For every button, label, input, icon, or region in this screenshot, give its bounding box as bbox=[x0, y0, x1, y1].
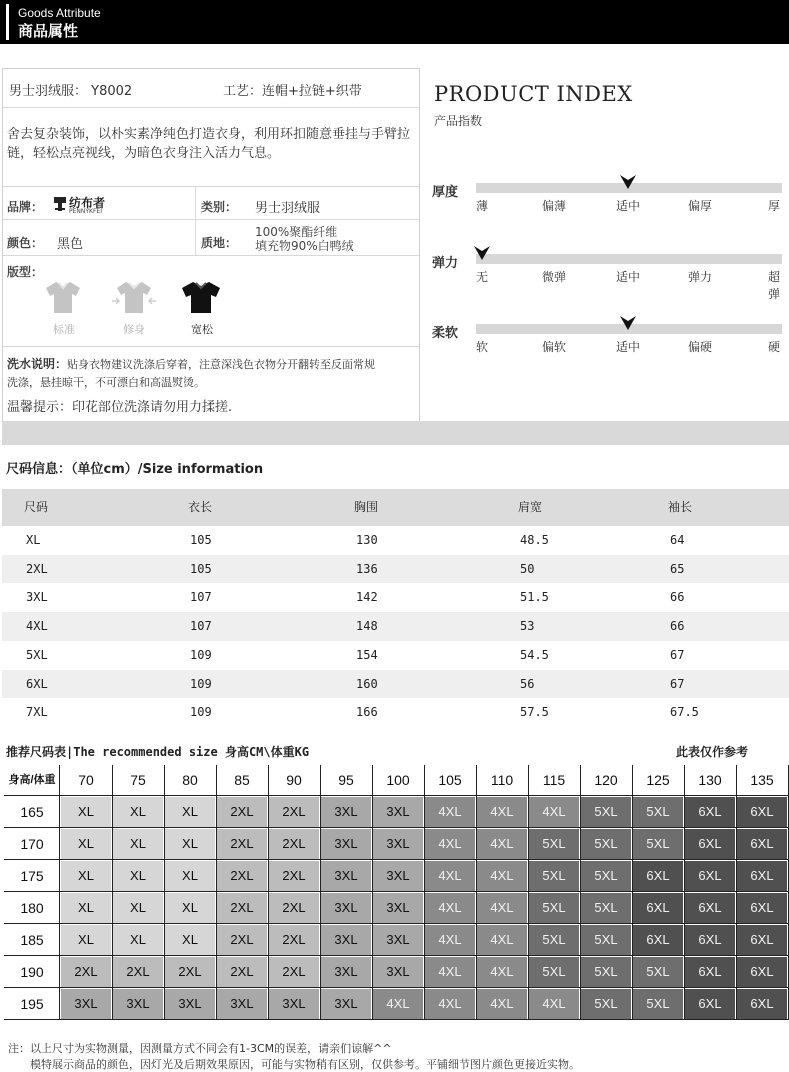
size-grid-cell: 3XL bbox=[60, 988, 112, 1020]
index-marker-icon bbox=[474, 246, 490, 260]
height-header-cell: 165 bbox=[4, 796, 60, 828]
weight-header-cell: 95 bbox=[320, 765, 372, 796]
size-grid-cell: 6XL bbox=[736, 892, 788, 924]
weight-header-cell: 125 bbox=[632, 765, 684, 796]
index-scale-label: 适中 bbox=[616, 340, 641, 354]
size-grid-cell: 3XL bbox=[320, 828, 372, 860]
category-value: 男士羽绒服 bbox=[255, 201, 321, 216]
size-grid-cell: 3XL bbox=[320, 796, 372, 828]
category-label: 类别： bbox=[201, 200, 238, 214]
header-title-cn: 商品属性 bbox=[18, 22, 79, 40]
size-grid-cell: 5XL bbox=[580, 796, 632, 828]
size-grid-cell: 6XL bbox=[684, 796, 736, 828]
product-model: 男士羽绒服： Y8002 bbox=[9, 84, 133, 99]
table-row bbox=[2, 641, 789, 670]
size-grid-cell: 6XL bbox=[684, 892, 736, 924]
size-cell: 2XL bbox=[26, 561, 48, 576]
size-cell: 130 bbox=[356, 533, 378, 547]
table-row bbox=[2, 670, 789, 699]
size-grid-cell: 3XL bbox=[372, 956, 424, 988]
size-grid-cell: 2XL bbox=[216, 860, 268, 892]
size-grid-cell: 6XL bbox=[632, 892, 684, 924]
size-grid-cell: 6XL bbox=[684, 924, 736, 956]
size-grid-cell: 5XL bbox=[528, 892, 580, 924]
size-grid-cell: 2XL bbox=[268, 860, 320, 892]
material-line-1: 100%聚酯纤维 bbox=[255, 225, 338, 239]
size-cell: 54.5 bbox=[520, 647, 549, 662]
size-grid-cell: 4XL bbox=[372, 988, 424, 1020]
brand-mark-icon bbox=[53, 196, 67, 212]
footer-note-1: 注：以上尺寸为实物测量，因测量方式不同会有1-3CM的误差，请亲们谅解^^ bbox=[8, 1042, 392, 1055]
size-grid-cell: 2XL bbox=[216, 924, 268, 956]
wash-label: 洗水说明： bbox=[7, 357, 68, 371]
size-cell: 53 bbox=[520, 619, 535, 634]
size-cell: 3XL bbox=[26, 590, 48, 605]
size-grid-cell: 4XL bbox=[476, 892, 528, 924]
size-grid-cell: 4XL bbox=[528, 988, 580, 1020]
weight-header-cell: 85 bbox=[216, 765, 268, 796]
product-index-panel bbox=[420, 68, 788, 421]
size-grid-cell: 2XL bbox=[216, 892, 268, 924]
size-grid-cell: 4XL bbox=[424, 828, 476, 860]
product-craft: 工艺：连帽+拉链+织带 bbox=[223, 84, 362, 99]
size-grid-cell: XL bbox=[60, 924, 112, 956]
size-cell: 6XL bbox=[26, 676, 48, 691]
size-grid-cell: 2XL bbox=[268, 892, 320, 924]
size-header-cell: 袖长 bbox=[668, 500, 693, 514]
header-stripe bbox=[6, 4, 9, 40]
size-grid-cell: 4XL bbox=[424, 956, 476, 988]
size-cell: 57.5 bbox=[520, 705, 549, 720]
size-grid-cell: 6XL bbox=[684, 956, 736, 988]
size-grid-cell: 5XL bbox=[580, 956, 632, 988]
table-row bbox=[2, 555, 789, 584]
weight-header-cell: 70 bbox=[60, 765, 112, 796]
index-scale-label: 弹力 bbox=[688, 270, 713, 284]
fit-label: 版型： bbox=[7, 265, 44, 279]
size-info-title: 尺码信息：（单位cm）/Size information bbox=[6, 462, 264, 477]
size-grid-cell: 5XL bbox=[632, 956, 684, 988]
size-grid-cell: 6XL bbox=[736, 924, 788, 956]
weight-header-cell: 120 bbox=[580, 765, 632, 796]
size-grid-cell: 5XL bbox=[528, 860, 580, 892]
height-header-cell: 170 bbox=[4, 828, 60, 860]
material-label: 质地： bbox=[201, 236, 238, 250]
size-grid-cell: 2XL bbox=[60, 956, 112, 988]
index-scale-label: 硬 bbox=[768, 340, 781, 354]
weight-header-cell: 130 bbox=[684, 765, 736, 796]
size-grid-cell: 4XL bbox=[528, 796, 580, 828]
size-cell: 166 bbox=[356, 705, 378, 720]
table-row bbox=[2, 612, 789, 641]
size-grid-cell: XL bbox=[164, 892, 216, 924]
size-cell: 66 bbox=[670, 619, 685, 634]
size-grid-cell: 2XL bbox=[112, 956, 164, 988]
size-grid-cell: 3XL bbox=[320, 892, 372, 924]
size-grid-cell: 3XL bbox=[372, 892, 424, 924]
size-grid-cell: XL bbox=[164, 924, 216, 956]
size-cell: 65 bbox=[670, 561, 685, 576]
size-grid-cell: 6XL bbox=[684, 828, 736, 860]
index-scale-label: 偏软 bbox=[542, 340, 567, 354]
size-header-cell: 肩宽 bbox=[518, 500, 543, 514]
size-cell: 107 bbox=[190, 590, 212, 605]
color-label: 颜色： bbox=[7, 236, 44, 250]
size-grid-cell: 4XL bbox=[424, 924, 476, 956]
size-cell: 154 bbox=[356, 647, 378, 662]
index-scale-label: 无 bbox=[476, 270, 489, 284]
size-grid-cell: 6XL bbox=[736, 796, 788, 828]
section-divider bbox=[2, 421, 789, 445]
size-cell: 142 bbox=[356, 590, 378, 605]
size-cell: 160 bbox=[356, 676, 378, 691]
fit-label-slim: 修身 bbox=[123, 323, 145, 336]
recommend-title: 推荐尺码表|The recommended size 身高CM\体重KG bbox=[6, 745, 310, 759]
table-row bbox=[2, 698, 789, 727]
index-scale-label: 微弹 bbox=[542, 270, 567, 284]
size-table-header bbox=[2, 489, 789, 526]
size-cell: 105 bbox=[190, 561, 212, 576]
size-grid-cell: 3XL bbox=[372, 924, 424, 956]
size-grid-cell: 6XL bbox=[736, 988, 788, 1020]
size-grid-cell: 5XL bbox=[632, 796, 684, 828]
size-grid-cell: XL bbox=[112, 796, 164, 828]
weight-header-cell: 90 bbox=[268, 765, 320, 796]
size-grid-cell: 6XL bbox=[684, 860, 736, 892]
size-cell: 50 bbox=[520, 561, 535, 576]
size-grid-cell: 4XL bbox=[424, 860, 476, 892]
brand-subtitle: PENNYKFEI bbox=[69, 208, 102, 215]
product-index-subtitle: 产品指数 bbox=[434, 114, 483, 128]
size-cell: 148 bbox=[356, 619, 378, 634]
page-header bbox=[0, 0, 789, 44]
height-header-cell: 180 bbox=[4, 892, 60, 924]
size-cell: 105 bbox=[190, 533, 212, 547]
color-value: 黑色 bbox=[57, 237, 84, 252]
size-grid-cell: 3XL bbox=[164, 988, 216, 1020]
size-grid-cell: 3XL bbox=[320, 988, 372, 1020]
size-grid-cell: 6XL bbox=[632, 860, 684, 892]
product-description: 舍去复杂装饰，以朴实素净纯色打造衣身，利用环扣随意垂挂与手臂拉链，轻松点亮视线，为暗色衣身注入活力气息。 bbox=[7, 127, 411, 161]
size-cell: 109 bbox=[190, 676, 212, 691]
size-cell: 64 bbox=[670, 533, 685, 547]
size-grid-cell: 5XL bbox=[528, 828, 580, 860]
size-grid-cell: 5XL bbox=[528, 924, 580, 956]
weight-header-cell: 100 bbox=[372, 765, 424, 796]
size-cell: 67 bbox=[670, 647, 685, 662]
wash-text-2: 洗涤，悬挂晾干，不可漂白和高温熨烫。 bbox=[7, 376, 205, 389]
size-cell: 67.5 bbox=[670, 705, 699, 720]
recommend-note: 此表仅作参考 bbox=[676, 745, 749, 759]
size-grid-cell: 6XL bbox=[736, 828, 788, 860]
size-grid-cell: 5XL bbox=[632, 828, 684, 860]
size-grid-cell: 3XL bbox=[112, 988, 164, 1020]
shirt-slim-icon bbox=[111, 279, 157, 315]
size-grid-cell: 5XL bbox=[580, 924, 632, 956]
size-grid-cell: XL bbox=[60, 860, 112, 892]
brand-label: 品牌： bbox=[7, 200, 44, 214]
index-name: 柔软 bbox=[432, 326, 459, 341]
index-marker-icon bbox=[620, 316, 636, 330]
size-grid-cell: 2XL bbox=[216, 796, 268, 828]
weight-header-cell: 75 bbox=[112, 765, 164, 796]
size-cell: 51.5 bbox=[520, 590, 549, 605]
size-grid-cell: 2XL bbox=[216, 828, 268, 860]
size-grid-cell: XL bbox=[164, 828, 216, 860]
size-cell: 66 bbox=[670, 590, 685, 605]
size-grid-cell: 4XL bbox=[424, 892, 476, 924]
index-scale-label: 软 bbox=[476, 340, 489, 354]
height-header-cell: 175 bbox=[4, 860, 60, 892]
height-header-cell: 190 bbox=[4, 956, 60, 988]
size-grid-cell: 2XL bbox=[164, 956, 216, 988]
size-grid-cell: 3XL bbox=[372, 828, 424, 860]
size-grid-cell: 5XL bbox=[528, 956, 580, 988]
weight-header-cell: 115 bbox=[528, 765, 580, 796]
size-header-cell: 尺码 bbox=[24, 500, 49, 514]
size-grid-cell: 2XL bbox=[216, 956, 268, 988]
size-grid-cell: 4XL bbox=[476, 796, 528, 828]
size-grid-cell: 4XL bbox=[476, 988, 528, 1020]
size-grid-cell: 4XL bbox=[476, 828, 528, 860]
size-grid-cell: XL bbox=[112, 828, 164, 860]
size-cell: 107 bbox=[190, 619, 212, 634]
size-grid-cell: 5XL bbox=[632, 988, 684, 1020]
size-cell: 109 bbox=[190, 705, 212, 720]
size-header-cell: 衣长 bbox=[188, 500, 213, 514]
index-name: 厚度 bbox=[432, 185, 459, 200]
size-cell: 109 bbox=[190, 647, 212, 662]
size-grid-cell: 2XL bbox=[268, 924, 320, 956]
size-grid-cell: 2XL bbox=[268, 828, 320, 860]
size-grid-cell: 5XL bbox=[580, 892, 632, 924]
size-grid-cell: 6XL bbox=[736, 860, 788, 892]
size-grid-cell: XL bbox=[164, 796, 216, 828]
shirt-standard-icon bbox=[43, 279, 83, 315]
size-grid-cell: 3XL bbox=[320, 924, 372, 956]
size-grid-cell: XL bbox=[60, 892, 112, 924]
table-row bbox=[2, 526, 789, 555]
size-grid-cell: XL bbox=[60, 828, 112, 860]
size-grid-cell: 2XL bbox=[268, 956, 320, 988]
size-cell: 136 bbox=[356, 561, 378, 576]
index-scale-label: 薄 bbox=[476, 199, 489, 213]
size-grid-cell: 6XL bbox=[632, 924, 684, 956]
size-grid-cell: 3XL bbox=[216, 988, 268, 1020]
weight-header-cell: 135 bbox=[736, 765, 788, 796]
size-cell: 67 bbox=[670, 676, 685, 691]
wash-tip: 温馨提示：印花部位洗涤请勿用力揉搓. bbox=[7, 400, 233, 415]
size-grid-cell: XL bbox=[112, 860, 164, 892]
index-bar bbox=[476, 254, 782, 264]
size-grid-cell: 4XL bbox=[476, 924, 528, 956]
size-grid-cell: 4XL bbox=[476, 860, 528, 892]
weight-header-cell: 110 bbox=[476, 765, 528, 796]
material-line-2: 填充物90%白鸭绒 bbox=[255, 239, 354, 253]
size-header-cell: 胸围 bbox=[354, 500, 379, 514]
weight-header-cell: 80 bbox=[164, 765, 216, 796]
index-scale-label: 偏厚 bbox=[688, 199, 713, 213]
footer-note-2: 模特展示商品的颜色，因灯光及后期效果原因，可能与实物稍有区别，仅供参考。平铺细节图片颜色更接近实物。 bbox=[30, 1058, 580, 1071]
table-row bbox=[2, 583, 789, 612]
size-cell: 7XL bbox=[26, 705, 48, 720]
size-grid-cell: 3XL bbox=[320, 860, 372, 892]
grid-corner-label: 身高/体重 bbox=[4, 765, 60, 796]
index-scale-label: 偏硬 bbox=[688, 340, 713, 354]
index-scale-label: 厚 bbox=[768, 199, 781, 213]
size-cell: 48.5 bbox=[520, 533, 549, 547]
index-scale-label: 超弹 bbox=[768, 270, 781, 301]
size-grid-cell: XL bbox=[112, 924, 164, 956]
size-grid-cell: 5XL bbox=[580, 988, 632, 1020]
wash-instructions bbox=[7, 355, 417, 392]
product-index-title bbox=[434, 82, 633, 106]
size-grid-cell: 2XL bbox=[268, 796, 320, 828]
product-index-title-text: PRODUCT INDEX bbox=[434, 82, 633, 106]
index-marker-icon bbox=[620, 175, 636, 189]
size-grid-cell: XL bbox=[112, 892, 164, 924]
size-cell: XL bbox=[26, 533, 41, 547]
size-grid-cell: 6XL bbox=[736, 956, 788, 988]
size-grid-cell: 4XL bbox=[424, 796, 476, 828]
height-header-cell: 195 bbox=[4, 988, 60, 1020]
index-scale-label: 适中 bbox=[616, 270, 641, 284]
size-grid-cell: 4XL bbox=[476, 956, 528, 988]
size-grid-cell: 5XL bbox=[580, 860, 632, 892]
index-scale-label: 适中 bbox=[616, 199, 641, 213]
size-cell: 56 bbox=[520, 676, 535, 691]
fit-label-loose: 宽松 bbox=[191, 323, 213, 336]
fit-label-standard: 标准 bbox=[53, 323, 75, 336]
size-grid-cell: 3XL bbox=[268, 988, 320, 1020]
size-grid-cell: 3XL bbox=[320, 956, 372, 988]
brand-name: 纺布者 bbox=[69, 196, 106, 210]
wash-text-1: 贴身衣物建议洗涤后穿着，注意深浅色衣物分开翻转至反面常规 bbox=[67, 358, 376, 371]
height-header-cell: 185 bbox=[4, 924, 60, 956]
size-cell: 5XL bbox=[26, 647, 48, 662]
index-scale-label: 偏薄 bbox=[542, 199, 567, 213]
size-grid-cell: 6XL bbox=[684, 988, 736, 1020]
size-grid-cell: 3XL bbox=[372, 860, 424, 892]
size-cell: 4XL bbox=[26, 619, 48, 634]
attribute-panel bbox=[2, 68, 420, 423]
index-name: 弹力 bbox=[432, 256, 459, 271]
weight-header-cell: 105 bbox=[424, 765, 476, 796]
size-grid-cell: 4XL bbox=[424, 988, 476, 1020]
size-grid-cell: 3XL bbox=[372, 796, 424, 828]
header-title-en: Goods Attribute bbox=[18, 6, 101, 20]
size-grid-cell: XL bbox=[60, 796, 112, 828]
size-grid-cell: 5XL bbox=[580, 828, 632, 860]
size-grid-cell: XL bbox=[164, 860, 216, 892]
shirt-loose-icon bbox=[181, 279, 221, 315]
